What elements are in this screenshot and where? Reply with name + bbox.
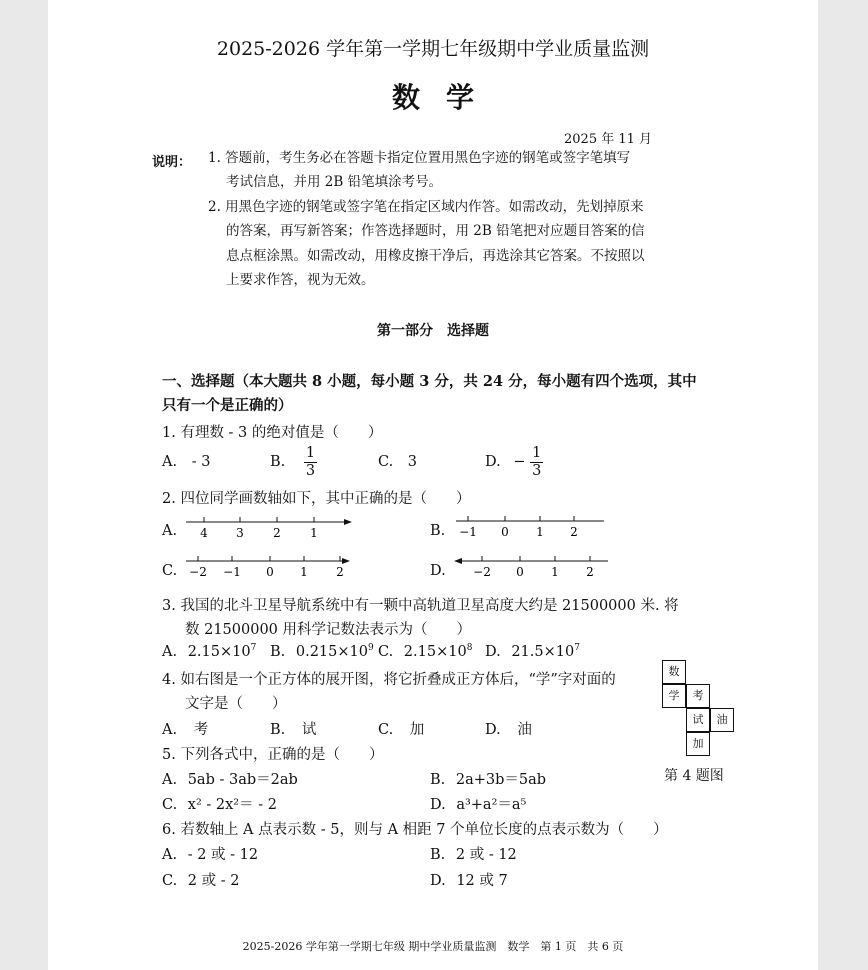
q2-c-tick-label: 0 (266, 565, 274, 579)
q2-d-label: D. (430, 563, 446, 579)
cube-net-face: 考 (686, 684, 710, 708)
q2-b-tick-label: 0 (501, 525, 509, 539)
q5-option-d (430, 793, 526, 814)
q6-option-d (430, 869, 508, 890)
q2-b-label: B. (430, 523, 446, 539)
q3-b-base: 0.215×10 (295, 643, 368, 660)
part-title: 第一部分 选择题 (377, 323, 489, 339)
q1-d-numerator: 1 (532, 445, 542, 461)
q6-option-c (162, 869, 239, 890)
q6-c-label: C. (162, 873, 178, 889)
q3-d-base: 21.5×10 (511, 643, 575, 660)
q1-d-label: D. (485, 454, 501, 470)
q6-stem: 6. 若数轴上 A 点表示数 - 5，则与 A 相距 7 个单位长度的点表示数为（ ） (162, 822, 668, 838)
q6-d-text: 12 或 7 (456, 873, 508, 889)
q6-a-text: - 2 或 - 12 (187, 847, 259, 863)
q4-option-c (378, 718, 424, 739)
q2-stem: 2. 四位同学画数轴如下，其中正确的是（ ） (162, 491, 471, 507)
q3-c-exponent: 8 (466, 643, 473, 653)
q6-d-label: D. (430, 873, 446, 889)
q4-c-text: 加 (409, 722, 425, 738)
q4-option-a (162, 718, 208, 739)
q3-c-base: 2.15×10 (403, 643, 467, 660)
q6-b-text: 2 或 - 12 (455, 847, 517, 863)
exam-date: 2025 年 11 月 (564, 132, 653, 147)
subject-title: 数学 (391, 81, 500, 114)
note-1-line-1: 1. 答题前，考生务必在答题卡指定位置用黑色字迹的钢笔或签字笔填写 (208, 150, 631, 166)
q3-a-exponent: 7 (250, 643, 257, 653)
q2-a-tick-label: 3 (236, 526, 244, 540)
q3-stem-line-2: 数 21500000 用科学记数法表示为（ ） (185, 622, 472, 638)
q1-b-denominator: 3 (305, 462, 316, 479)
q2-d-tick-label: −2 (473, 565, 491, 579)
q5-option-c (162, 793, 277, 814)
q1-b-fraction (304, 446, 317, 478)
q6-a-label: A. (162, 847, 178, 863)
q3-option-d (485, 643, 580, 660)
q3-option-c (378, 643, 472, 660)
note-2-line-1: 2. 用黑色字迹的钢笔或签字笔在指定区域内作答。如需改动，先划掉原来 (208, 199, 644, 215)
q3-option-b (270, 643, 374, 660)
q4-stem-line-2: 文字是（ ） (185, 696, 287, 712)
cube-net-face: 加 (686, 732, 710, 756)
q3-stem-line-1: 3. 我国的北斗卫星导航系统中有一颗中高轨道卫星高度大约是 21500000 米. 将 (162, 598, 679, 614)
q6-c-text: 2 或 - 2 (187, 873, 240, 889)
cube-net-face: 学 (662, 684, 686, 708)
exam-page (48, 0, 818, 970)
note-1-line-2: 考试信息，并用 2B 铅笔填涂考号。 (226, 174, 443, 190)
q2-b-tick-label: −1 (459, 525, 477, 539)
q4-stem-line-1: 4. 如右图是一个正方体的展开图，将它折叠成正方体后，“学”字对面的 (162, 672, 616, 688)
q1-option-c (378, 454, 417, 470)
section-heading-line-2: 只有一个是正确的） (162, 397, 293, 414)
q1-c-label: C. (378, 454, 394, 470)
q2-a-label: A. (162, 523, 178, 539)
q5-option-b (430, 768, 546, 789)
q2-b-tick-label: 1 (536, 525, 544, 539)
q1-d-denominator: 3 (532, 462, 542, 479)
q5-a-text: 5ab - 3ab＝2ab (187, 772, 298, 788)
q5-b-text: 2a+3b＝5ab (455, 772, 547, 788)
q2-a-tick-label: 1 (310, 526, 318, 540)
q5-a-label: A. (162, 772, 178, 788)
cube-net-face: 油 (710, 708, 734, 732)
q1-option-a (162, 454, 210, 470)
q2-b-tick-label: 2 (570, 525, 578, 539)
q4-d-text: 油 (517, 722, 532, 738)
q3-d-exponent: 7 (574, 643, 580, 653)
exam-title: 2025-2026 学年第一学期七年级期中学业质量监测 (216, 38, 650, 60)
q6-b-label: B. (430, 847, 446, 863)
q1-c-text: 3 (407, 454, 418, 470)
note-2-line-2: 的答案，再写新答案；作答选择题时，用 2B 铅笔把对应题目答案的信 (226, 223, 645, 239)
section-heading-line-1: 一、选择题（本大题共 8 小题，每小题 3 分，共 24 分，每小题有四个选项，其中 (162, 373, 697, 390)
q5-option-a (162, 768, 298, 789)
q1-option-b (270, 446, 317, 478)
note-2-line-4: 上要求作答，视为无效。 (226, 272, 375, 288)
q1-b-numerator: 1 (305, 445, 316, 461)
q2-a-tick-label: 2 (273, 526, 281, 540)
q5-b-label: B. (430, 772, 446, 788)
q3-b-exponent: 9 (368, 643, 374, 653)
q1-b-label: B. (270, 454, 286, 470)
q4-figure-caption: 第 4 题图 (664, 768, 724, 784)
notes-label: 说明： (152, 155, 192, 170)
q2-d-tick-label: 1 (551, 565, 559, 579)
q2-c-tick-label: −1 (223, 565, 241, 579)
note-2-line-3: 息点框涂黑。如需改动，用橡皮擦干净后，再选涂其它答案。不按照以 (226, 248, 645, 264)
cube-net-face: 试 (686, 708, 710, 732)
q4-option-b (270, 718, 316, 739)
q1-d-fraction (530, 446, 543, 478)
q3-b-label: B. (270, 643, 286, 660)
q2-d-tick-label: 2 (586, 565, 594, 579)
q6-option-b (430, 843, 517, 864)
q3-a-label: A. (162, 643, 178, 660)
q2-number-line-d (452, 552, 612, 584)
q1-a-label: A. (162, 454, 178, 470)
q5-stem: 5. 下列各式中，正确的是（ ） (162, 747, 384, 763)
q2-c-label: C. (162, 563, 178, 579)
q2-number-line-a (184, 512, 356, 544)
q6-option-a (162, 843, 258, 864)
q3-c-label: C. (378, 643, 394, 660)
q4-a-label: A. (162, 722, 178, 738)
q5-c-text: x² - 2x²＝ - 2 (187, 797, 277, 813)
q2-number-line-b (454, 512, 610, 544)
q4-a-text: 考 (193, 722, 209, 738)
q1-a-text: - 3 (191, 454, 211, 470)
q2-a-tick-label: 4 (200, 526, 208, 540)
q3-d-label: D. (485, 643, 501, 660)
q4-option-d (485, 718, 532, 739)
q4-c-label: C. (378, 722, 394, 738)
q2-d-tick-label: 0 (516, 565, 524, 579)
q4-b-text: 试 (301, 722, 317, 738)
q5-d-label: D. (430, 797, 446, 813)
q2-number-line-c (184, 552, 356, 584)
q4-b-label: B. (270, 722, 286, 738)
q3-a-base: 2.15×10 (187, 643, 251, 660)
page-footer: 2025-2026 学年第一学期七年级 期中学业质量监测 数学 第 1 页 共 6 页 (242, 940, 624, 953)
q5-d-text: a³+a²＝a⁵ (456, 797, 527, 813)
q3-option-a (162, 643, 256, 660)
q1-option-d (485, 446, 543, 478)
q2-c-tick-label: 1 (300, 565, 308, 579)
q1-stem: 1. 有理数 - 3 的绝对值是（ ） (162, 425, 383, 441)
q4-d-label: D. (485, 722, 501, 738)
q5-c-label: C. (162, 797, 178, 813)
q1-d-sign: − (513, 454, 526, 470)
q2-c-tick-label: 2 (336, 565, 344, 579)
q2-c-tick-label: −2 (189, 565, 207, 579)
cube-net-face: 数 (662, 660, 686, 684)
